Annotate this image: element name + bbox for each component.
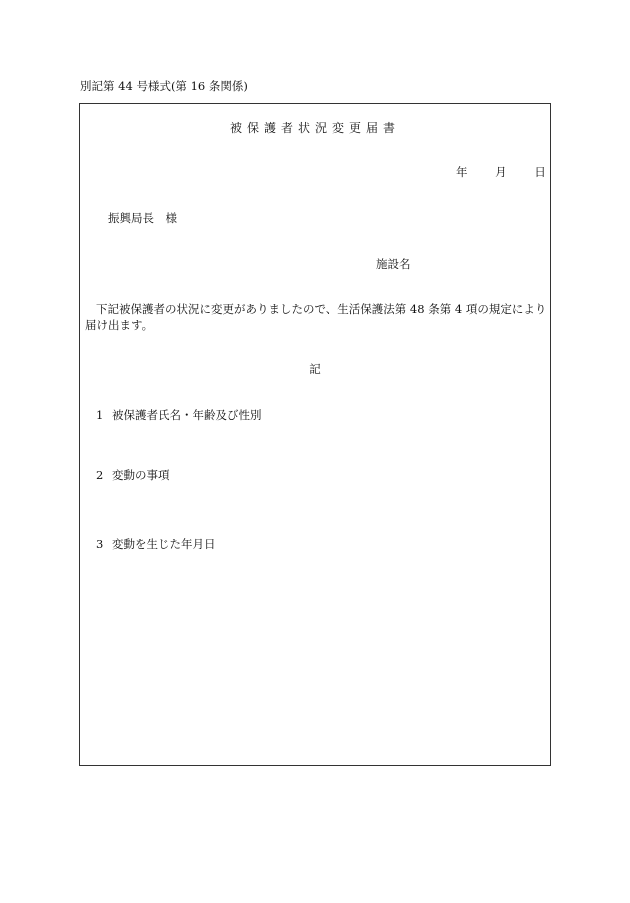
notification-body-text: 下記被保護者の状況に変更がありましたので、生活保護法第 48 条第 4 項の規定により届け出ます。	[85, 302, 547, 332]
item-number: 1	[96, 408, 104, 422]
item-label: 変動の事項	[112, 468, 170, 482]
form-frame	[79, 103, 551, 766]
item-label: 被保護者氏名・年齢及び性別	[112, 408, 262, 422]
ki-heading: 記	[309, 362, 321, 376]
date-line	[456, 167, 546, 179]
form-number-label: 別記第 44 号様式(第 16 条関係)	[80, 79, 248, 93]
item-number: 2	[96, 468, 104, 482]
addressee: 振興局長 様	[108, 211, 177, 225]
facility-name-label: 施設名	[376, 257, 411, 271]
item-number: 3	[96, 537, 104, 551]
year-label: 年	[456, 165, 468, 179]
list-item	[96, 539, 216, 551]
list-item	[96, 410, 262, 422]
day-label: 日	[534, 165, 546, 179]
document-title: 被保護者状況変更届書	[229, 121, 400, 135]
item-label: 変動を生じた年月日	[112, 537, 216, 551]
list-item	[96, 470, 170, 482]
month-label: 月	[495, 165, 507, 179]
